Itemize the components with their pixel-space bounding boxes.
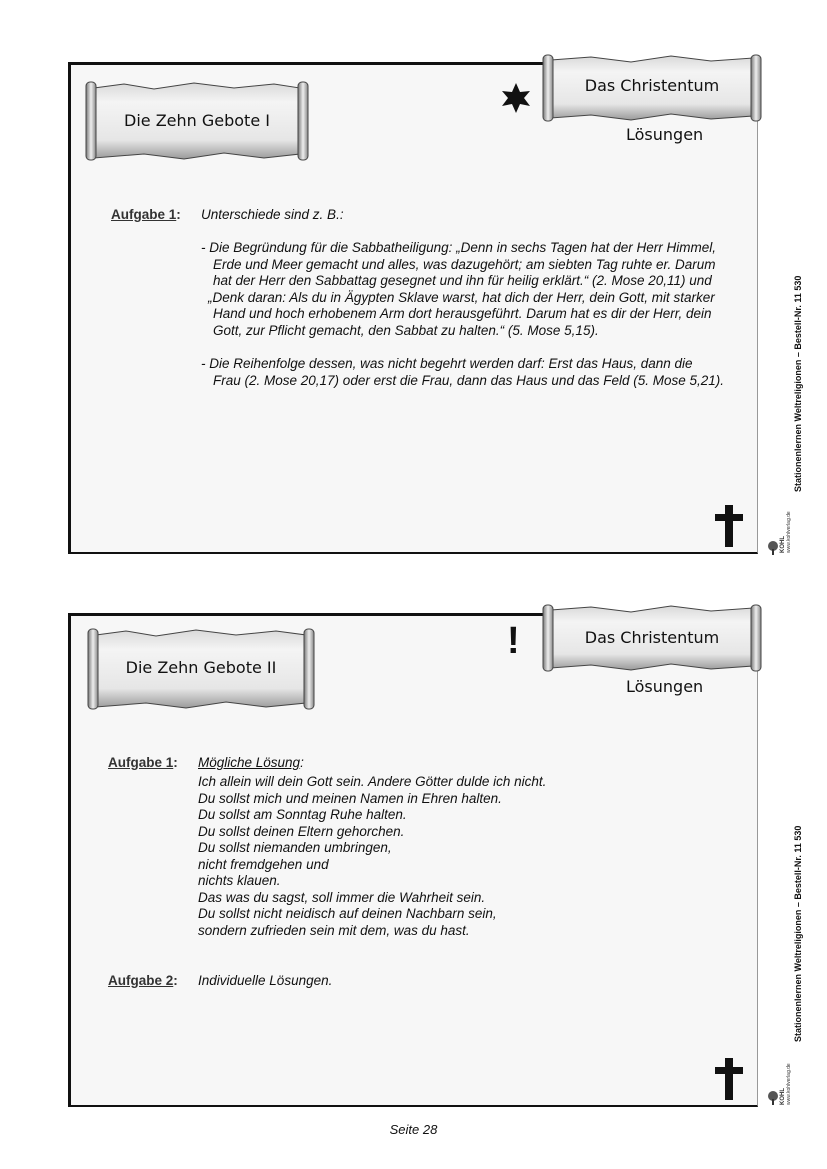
list-item: Das was du sagst, soll immer die Wahrheit sein.	[198, 889, 486, 905]
six-pointed-star-icon	[500, 82, 532, 114]
solutions-label: Lösungen	[626, 125, 704, 144]
task-label: Aufgabe 1:	[108, 755, 178, 770]
title-scroll-banner	[86, 627, 316, 711]
publisher-logo: KOHL www.kohlverlag.de	[766, 505, 790, 555]
subject-label: Das Christentum	[584, 76, 720, 95]
task-label: Aufgabe 1:	[111, 207, 181, 222]
task-intro: Unterschiede sind z. B.:	[201, 207, 344, 222]
card-title: Die Zehn Gebote II	[125, 658, 277, 677]
list-item: nicht fremdgehen und	[198, 856, 329, 872]
publisher-logo: KOHL www.kohlverlag.de	[766, 1055, 790, 1107]
answer-bullet-2: - Die Reihenfolge dessen, was nicht begehrt werden darf: Erst das Haus, dann die Frau (2. Mose 20,17) oder erst die Frau, dann das Haus und das Feld (5. Mose 5,21).	[201, 356, 725, 388]
solutions-label: Lösungen	[626, 677, 704, 696]
list-item: Ich allein will dein Gott sein. Andere Götter dulde ich nicht.	[198, 774, 547, 789]
side-publisher-text: Stationenlernen Weltreligionen – Bestell-Nr. 11 530	[793, 275, 803, 492]
list-item: Du sollst niemanden umbringen,	[198, 840, 392, 855]
commandments-list	[198, 774, 546, 939]
task-intro: Individuelle Lösungen.	[198, 973, 333, 988]
answer-bullet-1: - Die Begründung für die Sabbatheiligung: „Denn in sechs Tagen hat der Herr Himmel, Erde und Meer gemacht und alles, was dazugehört; am siebten Tag ruhte er. Darum hat der Herr den Sabbattag gesegnet und ihn für heilig erklärt.“ (2. Mose 20,11) und „Denk daran: Als du in Ägypten Sklave warst, hat dich der Herr, dein Gott, mit starker Hand und hoch erhobenem Arm dort herausgeführt. Darum hat es dir der Herr, dein Gott, zur Pflicht gemacht, den Sabbat zu halten.“ (5. Mose 5,15).	[201, 240, 717, 338]
title-scroll-banner	[84, 80, 310, 162]
list-item: Du sollst am Sonntag Ruhe halten.	[198, 807, 407, 822]
card-title: Die Zehn Gebote I	[124, 111, 270, 130]
latin-cross-icon	[715, 1058, 743, 1105]
latin-cross-icon	[715, 505, 743, 552]
tree-logo-icon	[766, 1091, 780, 1105]
page-number: Seite 28	[389, 1122, 438, 1137]
tree-logo-icon	[766, 541, 780, 555]
exclamation-marker: !	[507, 620, 520, 662]
side-publisher-text: Stationenlernen Weltreligionen – Bestell-Nr. 11 530	[793, 825, 803, 1042]
list-item: Du sollst deinen Eltern gehorchen.	[198, 823, 405, 839]
list-item: Du sollst nicht neidisch auf deinen Nachbarn sein,	[198, 906, 497, 921]
subject-label: Das Christentum	[584, 628, 720, 647]
subject-scroll-banner	[541, 604, 763, 672]
list-item: Du sollst mich und meinen Namen in Ehren halten.	[198, 790, 502, 806]
list-item: nichts klauen.	[198, 873, 281, 888]
list-item: sondern zufrieden sein mit dem, was du hast.	[198, 922, 470, 938]
subject-scroll-banner	[541, 54, 763, 122]
task-intro: Mögliche Lösung:	[198, 755, 304, 770]
task-label: Aufgabe 2:	[108, 973, 178, 988]
